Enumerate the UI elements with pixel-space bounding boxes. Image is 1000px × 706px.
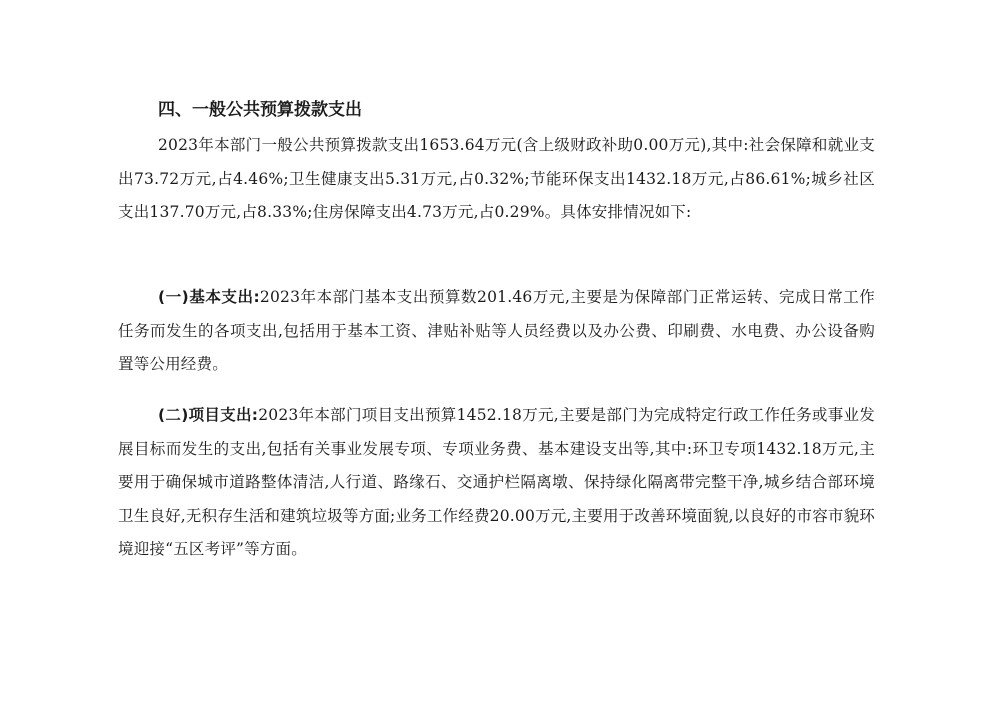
project-expenditure-lead: (二)项目支出: [158,406,259,424]
basic-expenditure-lead: (一)基本支出: [158,288,260,306]
basic-expenditure-paragraph [118,281,875,382]
project-expenditure-text: 2023年本部门项目支出预算1452.18万元,主要是部门为完成特定行政工作任务或事业发展目标而发生的支出,包括有关事业发展专项、专项业务费、基本建设支出等,其中:环卫专项1432.18万元,主要用于确保城市道路整体清洁,人行道、路缘石、交通护栏隔离墩、保持绿化隔离带完整干净,城乡结合部环境卫生良好,无积存生活和建筑垃圾等方面;业务工作经费20.00万元,主要用于改善环境面貌,以良好的市容市貌环境迎接“五区考评”等方面。 [118,406,875,559]
section-heading: 四、一般公共预算拨款支出 [158,100,362,120]
intro-paragraph: 2023年本部门一般公共预算拨款支出1653.64万元(含上级财政补助0.00万元),其中:社会保障和就业支出73.72万元,占4.46%;卫生健康支出5.31万元,占0.32%;节能环保支出1432.18万元,占86.61%;城乡社区支出137.70万元,占8.33%;住房保障支出4.73万元,占0.29%。具体安排情况如下: [118,136,875,222]
project-expenditure-paragraph [118,399,875,567]
basic-expenditure-text: 2023年本部门基本支出预算数201.46万元,主要是为保障部门正常运转、完成日常工作任务而发生的各项支出,包括用于基本工资、津贴补贴等人员经费以及办公费、印刷费、水电费、办公设备购置等公用经费。 [118,288,876,374]
